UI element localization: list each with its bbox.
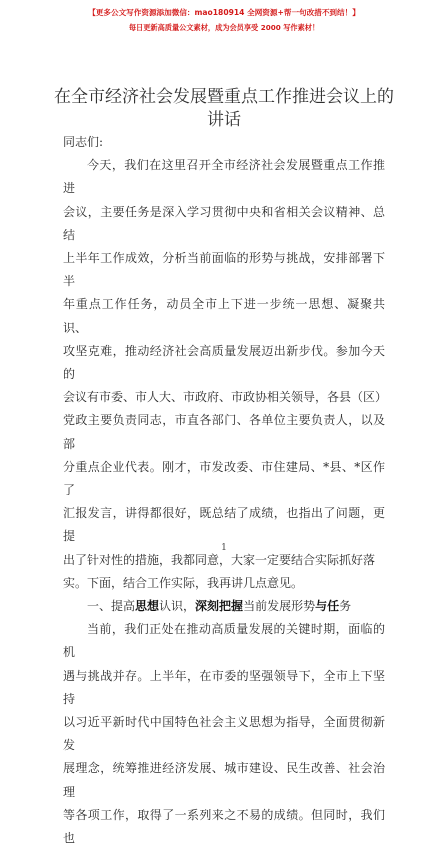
paragraph-2 xyxy=(63,618,385,850)
paragraph-1-line: 实。下面，结合工作实际，我再讲几点意见。 xyxy=(63,575,304,590)
heading-text: 一、提高 xyxy=(87,599,136,614)
heading-bold-text: 与任 xyxy=(315,599,340,614)
paragraph-1-line: 年重点工作任务，动员全市上下进一步统一思想、凝聚共识、 xyxy=(63,297,385,335)
heading-text: 当前发展形势 xyxy=(243,599,316,614)
paragraph-1-line: 会议有市委、市人大、市政府、市政协相关领导，各县（区） xyxy=(63,390,388,405)
paragraph-1-line: 分重点企业代表。刚才，市发改委、市住建局、*县、*区作了 xyxy=(63,459,385,498)
heading-bold-text: 深刻把握 xyxy=(195,599,244,614)
promo-banner-line-2: 每日更新高质量公文素材，成为会员享受 2000 写作素材！ xyxy=(128,23,320,32)
paragraph-1 xyxy=(63,154,388,595)
paragraph-1-line: 上半年工作成效，分析当前面临的形势与挑战，安排部署下半 xyxy=(63,251,385,289)
heading-bold-text: 思想 xyxy=(135,599,160,614)
paragraph-2-line: 以习近平新时代中国特色社会主义思想为指导，全面贯彻新发 xyxy=(63,715,385,753)
paragraph-1-line: 今天，我们在这里召开全市经济社会发展暨重点工作推进 xyxy=(63,158,385,196)
title-line-1: 在全市经济社会发展暨重点工作推进会议上的 xyxy=(54,87,394,107)
page-number: 1 xyxy=(221,543,227,553)
paragraph-1-line: 党政主要负责同志，市直各部门、各单位主要负责人，以及部 xyxy=(63,413,385,451)
paragraph-1-line: 攻坚克难，推动经济社会高质量发展迈出新步伐。参加今天的 xyxy=(63,343,385,382)
document-title xyxy=(40,86,408,132)
paragraph-2-line: 等各项工作，取得了一系列来之不易的成绩。但同时，我们也 xyxy=(63,807,385,846)
paragraph-2-line: 遇与挑战并存。上半年，在市委的坚强领导下，全市上下坚持 xyxy=(63,668,385,706)
heading-text: 认识， xyxy=(159,599,196,614)
paragraph-1-line: 汇报发言，讲得都很好，既总结了成绩，也指出了问题，更提 xyxy=(63,506,385,544)
paragraph-2-line: 展理念，统筹推进经济发展、城市建设、民生改善、社会治理 xyxy=(63,761,385,799)
paragraph-2-line: 当前，我们正处在推动高质量发展的关键时期，面临的机 xyxy=(63,622,385,660)
promo-banner xyxy=(0,6,448,34)
heading-text: 务 xyxy=(339,599,352,614)
paragraph-1-line: 出了针对性的措施，我都同意，大家一定要结合实际抓好落 xyxy=(63,552,376,567)
title-line-2: 讲话 xyxy=(207,110,241,130)
document-body xyxy=(63,131,388,850)
paragraph-1-line: 会议，主要任务是深入学习贯彻中央和省相关会议精神、总结 xyxy=(63,204,385,242)
section-heading-1 xyxy=(63,595,385,618)
promo-banner-line-1: 【更多公文写作资源添加微信：mao180914 全网资源+帮一句改措不到结！】 xyxy=(88,8,360,17)
salutation: 同志们: xyxy=(63,135,104,149)
